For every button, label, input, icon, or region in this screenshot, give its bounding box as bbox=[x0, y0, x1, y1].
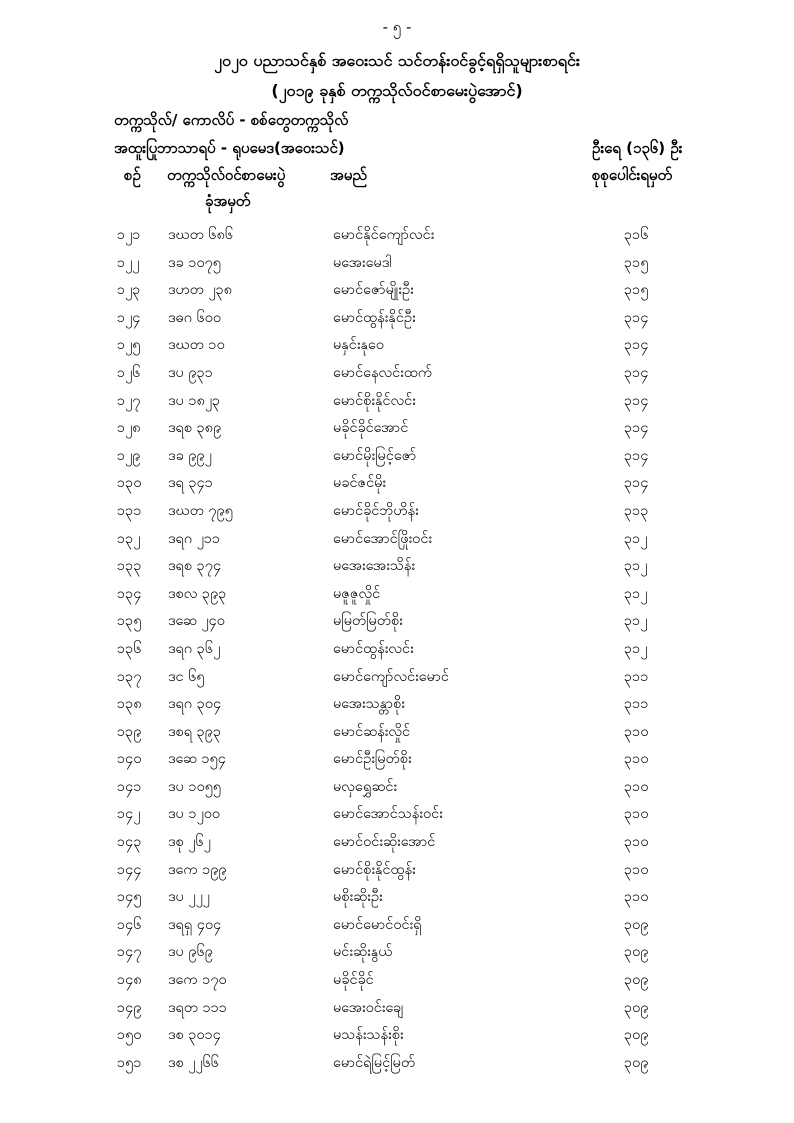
row-number: ၁၄၂ bbox=[117, 806, 141, 823]
total-marks: ၃၁၀ bbox=[624, 778, 649, 795]
row-number: ၁၃၆ bbox=[117, 640, 142, 657]
row-number: ၁၄၇ bbox=[117, 944, 142, 961]
total-marks: ၃၁၂ bbox=[624, 585, 648, 602]
row-number: ၁၂၂ bbox=[117, 254, 140, 271]
row-number: ၁၂၃ bbox=[117, 282, 141, 299]
roll-number: ဒပ ၂၂၂ bbox=[168, 889, 210, 906]
roll-number: ဒရတ ၁၁၁ bbox=[168, 999, 228, 1016]
student-name: မောင်မောင်ဝင်းရှိ bbox=[333, 916, 422, 933]
student-name: မောင်စိုးနိုင်လင်း bbox=[333, 392, 416, 409]
roll-number: ဒခ ၁၀၇၅ bbox=[168, 254, 221, 271]
total-marks: ၃၁၀ bbox=[624, 889, 649, 906]
roll-number: ဒင ၆၅ bbox=[168, 668, 205, 685]
total-marks: ၃၁၂ bbox=[624, 558, 648, 575]
roll-number: ဒခ ၉၉၂ bbox=[168, 447, 212, 464]
total-marks: ၃၀၉ bbox=[624, 944, 649, 961]
roll-number: ဒရစ ၃၈၉ bbox=[168, 420, 222, 437]
student-name: မောင်ကျော်လင်းမောင် bbox=[333, 668, 449, 685]
roll-number: ဒစ ၂၂၆၆ bbox=[168, 1054, 219, 1071]
student-name: မောင်ခိုင်ဘိုဟိန်း bbox=[333, 502, 419, 519]
row-number: ၁၄၄ bbox=[117, 861, 142, 878]
row-number: ၁၅၀ bbox=[117, 1027, 142, 1044]
row-number: ၁၃၅ bbox=[117, 613, 142, 630]
total-marks: ၃၁၆ bbox=[624, 227, 649, 243]
table-row bbox=[0, 526, 794, 554]
student-name: မောင်အောင်သန်းဝင်း bbox=[333, 806, 443, 823]
row-number: ၁၂၁ bbox=[117, 227, 141, 243]
row-number: ၁၂၇ bbox=[117, 392, 141, 409]
total-marks: ၃၁၁ bbox=[624, 668, 649, 685]
total-marks: ၃၀၉ bbox=[624, 972, 649, 989]
row-number: ၁၂၉ bbox=[117, 447, 141, 464]
student-name: မခင်ဇင်မိုး bbox=[333, 475, 387, 492]
column-header-marks: စုစုပေါင်းရမှတ် bbox=[592, 166, 673, 184]
table-row bbox=[0, 774, 794, 802]
total-marks: ၃၁၃ bbox=[624, 502, 649, 519]
row-number: ၁၃၈ bbox=[117, 696, 142, 713]
student-name: မအေးဝင်းချေ bbox=[333, 999, 404, 1016]
total-marks: ၃၁၄ bbox=[624, 364, 649, 381]
table-row bbox=[0, 388, 794, 416]
student-name: မမြတ်မြတ်စိုး bbox=[333, 613, 403, 630]
student-name: မောင်နေလင်းထက် bbox=[333, 364, 433, 381]
table-row bbox=[0, 581, 794, 609]
roll-number: ဒစု ၂၆၂ bbox=[168, 834, 211, 851]
roll-number: ဒစ ၃၀၁၄ bbox=[168, 1027, 221, 1044]
row-number: ၁၃၃ bbox=[117, 558, 142, 575]
table-row bbox=[0, 498, 794, 526]
table-row bbox=[0, 995, 794, 1023]
table-row bbox=[0, 608, 794, 636]
row-number: ၁၄၅ bbox=[117, 889, 142, 906]
row-number: ၁၃၉ bbox=[117, 723, 142, 740]
roll-number: ဒရရှ ၄၀၄ bbox=[168, 916, 222, 933]
row-number: ၁၃၇ bbox=[117, 668, 142, 685]
column-header-no: စဉ် bbox=[124, 166, 141, 184]
student-name: မောင်ဇော်မျိုးဦး bbox=[333, 282, 414, 299]
table-row bbox=[0, 277, 794, 305]
total-marks: ၃၁၀ bbox=[624, 806, 649, 823]
student-name: မသန်းသန်းစိုး bbox=[333, 1027, 404, 1044]
total-marks: ၃၁၂ bbox=[624, 640, 648, 657]
student-name: မောင်ထွန်းနိုင်ဦး bbox=[333, 309, 416, 326]
row-number: ၁၃၄ bbox=[117, 585, 142, 602]
row-number: ၁၄၃ bbox=[117, 834, 142, 851]
row-number: ၁၂၅ bbox=[117, 337, 141, 354]
total-marks: ၃၁၄ bbox=[624, 475, 649, 492]
student-name: မောင်ရဲမြင့်မြတ် bbox=[333, 1054, 416, 1071]
results-table bbox=[0, 222, 794, 1077]
column-header-roll: တက္ကသိုလ်ဝင်စာမေးပွဲ bbox=[167, 166, 286, 184]
roll-number: ဒရဂ ၂၁၁ bbox=[168, 530, 221, 547]
student-name: မောင်နိုင်ကျော်လင်း bbox=[333, 227, 435, 243]
student-name: မဇူဇူလှိုင် bbox=[333, 585, 381, 602]
student-name: မခိုင်ခိုင် bbox=[333, 972, 374, 989]
roll-number: ဒပ ၁၀၅၅ bbox=[168, 778, 222, 795]
student-name: မအေးအေးသိန်း bbox=[333, 558, 416, 575]
table-row bbox=[0, 801, 794, 829]
table-row bbox=[0, 636, 794, 664]
total-marks: ၃၁၄ bbox=[624, 309, 649, 326]
table-row bbox=[0, 360, 794, 388]
student-name: မောင်အောင်ဖြိုးဝင်း bbox=[333, 530, 433, 547]
roll-number: ဒပ ၉၃၁ bbox=[168, 364, 213, 381]
total-marks: ၃၁၅ bbox=[624, 254, 649, 271]
table-row bbox=[0, 1050, 794, 1078]
student-name: မနှင်းနုဝေ bbox=[333, 337, 385, 354]
student-name: မခိုင်ခိုင်အောင် bbox=[333, 420, 409, 437]
document-subtitle: (၂၀၁၉ ခုနှစ် တက္ကသိုလ်ဝင်စာမေးပွဲအောင်) bbox=[271, 81, 523, 100]
student-name: မောင်စိုးနိုင်ထွန်း bbox=[333, 861, 416, 878]
row-number: ၁၄၀ bbox=[117, 751, 142, 768]
table-row bbox=[0, 305, 794, 333]
column-header-roll-line2: ခုံအမှတ် bbox=[205, 192, 251, 210]
total-marks: ၃၀၉ bbox=[624, 1054, 649, 1071]
total-marks: ၃၁၄ bbox=[624, 337, 649, 354]
roll-number: ဒရဂ ၃၆၂ bbox=[168, 640, 221, 657]
row-number: ၁၃၂ bbox=[117, 530, 141, 547]
column-header-name: အမည် bbox=[330, 166, 367, 184]
table-row bbox=[0, 470, 794, 498]
student-name: မအေးသန္တာစိုး bbox=[333, 696, 405, 713]
roll-number: ဒစလ ၃၉၃ bbox=[168, 585, 227, 602]
table-row bbox=[0, 939, 794, 967]
roll-number: ဒပ ၁၂၀၀ bbox=[168, 806, 221, 823]
total-marks: ၃၁၀ bbox=[624, 834, 649, 851]
student-name: မောင်ထွန်းလင်း bbox=[333, 640, 414, 657]
specialization-heading: အထူးပြုဘာသာရပ် - ရုပမေဒ(အဝေးသင်) bbox=[114, 139, 345, 157]
university-heading: တက္ကသိုလ်/ ကောလိပ် - စစ်တွေတက္ကသိုလ် bbox=[114, 111, 349, 129]
table-row bbox=[0, 443, 794, 471]
table-row bbox=[0, 719, 794, 747]
page-number: - ၅ - bbox=[382, 18, 412, 36]
student-name: မလှရွှေဆင်း bbox=[333, 778, 398, 795]
table-row bbox=[0, 746, 794, 774]
row-number: ၁၃၀ bbox=[117, 475, 142, 492]
table-row bbox=[0, 332, 794, 360]
row-number: ၁၂၄ bbox=[117, 309, 141, 326]
table-row bbox=[0, 967, 794, 995]
table-row bbox=[0, 857, 794, 885]
row-number: ၁၅၁ bbox=[117, 1054, 142, 1071]
roll-number: ဒရ ၃၄၁ bbox=[168, 475, 213, 492]
roll-number: ဒဆေ ၂၄၀ bbox=[168, 613, 225, 630]
student-name: မောင်ဆန်းလှိုင် bbox=[333, 723, 411, 740]
table-row bbox=[0, 691, 794, 719]
roll-number: ဒဃတ ၁၀ bbox=[168, 337, 225, 354]
table-row bbox=[0, 415, 794, 443]
total-marks: ၃၁၀ bbox=[624, 751, 649, 768]
row-number: ၁၄၈ bbox=[117, 972, 142, 989]
total-marks: ၃၀၉ bbox=[624, 999, 649, 1016]
document-title: ၂၀၂၀ ပညာသင်နှစ် အဝေးသင် သင်တန်းဝင်ခွင့်ရရှိသူများစာရင်း bbox=[214, 51, 580, 70]
table-row bbox=[0, 912, 794, 940]
total-marks: ၃၀၉ bbox=[624, 916, 649, 933]
roll-number: ဒဆေ ၁၅၄ bbox=[168, 751, 226, 768]
total-marks: ၃၁၄ bbox=[624, 392, 649, 409]
row-number: ၁၂၈ bbox=[117, 420, 141, 437]
roll-number: ဒစရ ၃၉၃ bbox=[168, 723, 222, 740]
total-marks: ၃၁၁ bbox=[624, 696, 649, 713]
student-name: မောင်ဝင်းဆိုးအောင် bbox=[333, 834, 436, 851]
total-marks: ၃၁၂ bbox=[624, 530, 648, 547]
total-marks: ၃၁၅ bbox=[624, 282, 649, 299]
row-number: ၁၃၁ bbox=[117, 502, 142, 519]
total-marks: ၃၁၂ bbox=[624, 613, 648, 630]
row-number: ၁၂၆ bbox=[117, 364, 141, 381]
roll-number: ဒဟတ ၂၃၈ bbox=[168, 282, 233, 299]
table-row bbox=[0, 664, 794, 692]
student-name: မစိုးဆိုးဦး bbox=[333, 889, 383, 906]
roll-number: ဒရစ ၃၇၄ bbox=[168, 558, 222, 575]
table-row bbox=[0, 222, 794, 250]
student-name: မင်းဆိုးနွယ် bbox=[333, 944, 393, 961]
roll-number: ဒပ ၉၆၉ bbox=[168, 944, 213, 961]
total-marks: ၃၁၀ bbox=[624, 723, 649, 740]
roll-number: ဒကေ ၁၉၉ bbox=[168, 861, 227, 878]
roll-number: ဒဃတ ၆၈၆ bbox=[168, 227, 234, 243]
row-number: ၁၄၁ bbox=[117, 778, 142, 795]
total-marks: ၃၁၀ bbox=[624, 861, 649, 878]
table-row bbox=[0, 250, 794, 278]
total-count: ဦးရေ (၁၃၆) ဦး bbox=[592, 139, 683, 157]
student-name: မောင်ဦးမြတ်စိုး bbox=[333, 751, 412, 768]
table-row bbox=[0, 884, 794, 912]
roll-number: ဒပ ၁၈၂၃ bbox=[168, 392, 221, 409]
student-name: မောင်မိုးမြင့်ဇော် bbox=[333, 447, 417, 464]
total-marks: ၃၁၄ bbox=[624, 420, 649, 437]
table-row bbox=[0, 553, 794, 581]
total-marks: ၃၁၄ bbox=[624, 447, 649, 464]
total-marks: ၃၀၉ bbox=[624, 1027, 649, 1044]
row-number: ၁၄၆ bbox=[117, 916, 142, 933]
roll-number: ဒဃတ ၇၉၅ bbox=[168, 502, 233, 519]
student-name: မအေးမေဒါ bbox=[333, 254, 392, 271]
roll-number: ဒဓဂ ၆၀၀ bbox=[168, 309, 222, 326]
roll-number: ဒကေ ၁၇၀ bbox=[168, 972, 227, 989]
row-number: ၁၄၉ bbox=[117, 999, 142, 1016]
table-row bbox=[0, 1022, 794, 1050]
table-row bbox=[0, 829, 794, 857]
roll-number: ဒရဂ ၃၀၄ bbox=[168, 696, 222, 713]
